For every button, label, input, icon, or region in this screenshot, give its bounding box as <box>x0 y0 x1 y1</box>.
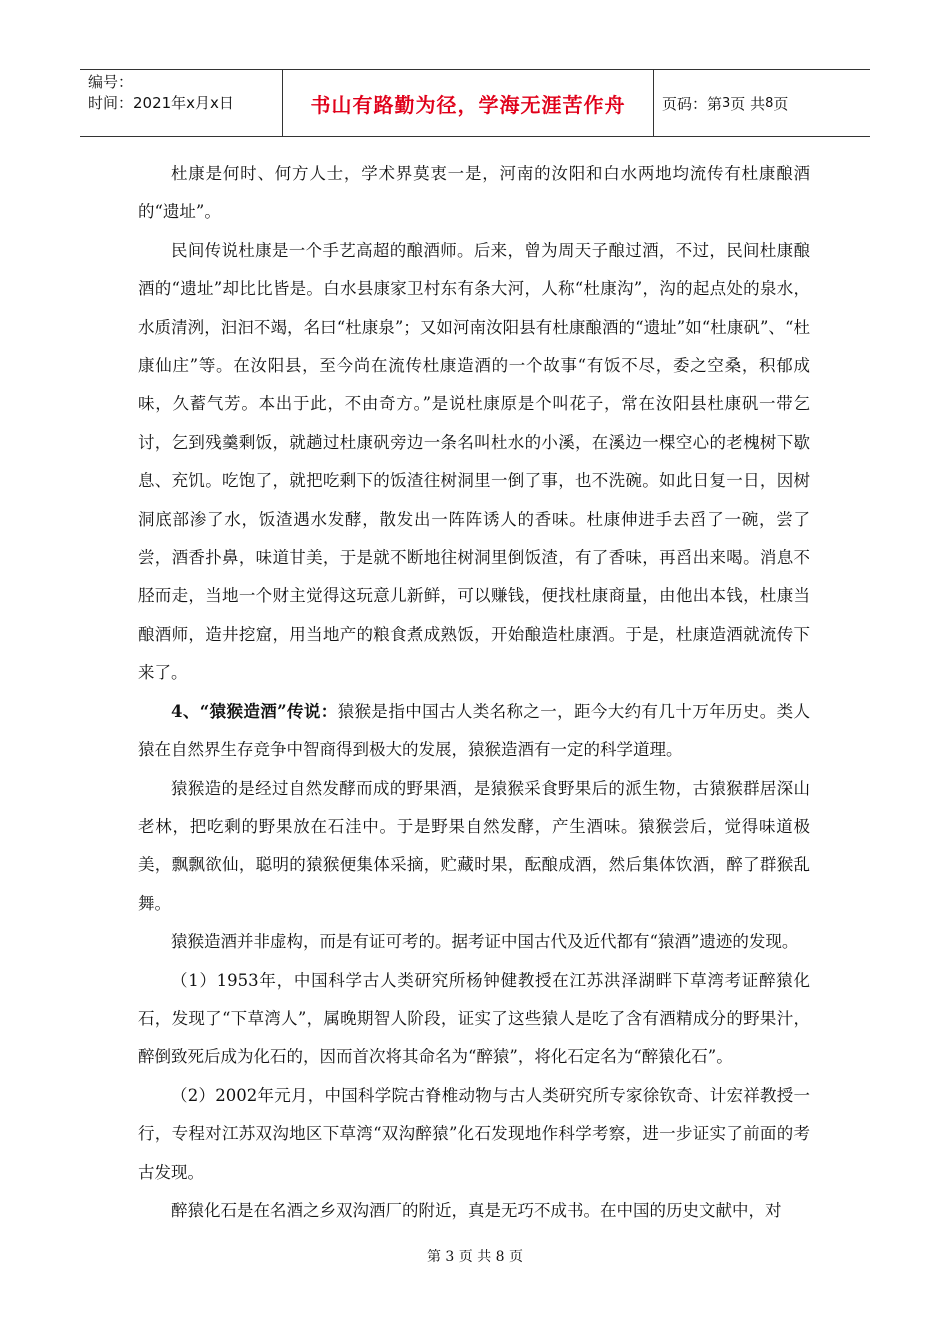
page-footer: 第 3 页 共 8 页 <box>426 1249 524 1265</box>
header-page-cell <box>654 70 870 136</box>
header-motto: 书山有路勤为径，学海无涯苦作舟 <box>310 92 626 117</box>
header-motto-cell <box>283 70 654 136</box>
paragraph-8: 醉猿化石是在名酒之乡双沟酒厂的附近，真是无巧不成书。在中国的历史文献中，对 <box>171 1200 782 1220</box>
paragraph-4: 猿猴造的是经过自然发酵而成的野果酒，是猿猴采食野果后的派生物，古猿猴群居深山老林，把吃剩的野果放在石洼中。于是野果自然发酵，产生酒味。猿猴尝后，觉得味道极美，飘飘欲仙，聪明的猿猴便集体采摘，贮藏时果，酝酿成酒，然后集体饮酒，醉了群猴乱舞。 <box>138 778 810 913</box>
page-suffix: 页 <box>773 94 789 113</box>
paragraph-1: 杜康是何时、何方人士，学术界莫衷一是，河南的汝阳和白水两地均流传有杜康酿酒的“遗址”。 <box>138 164 810 222</box>
paragraph-6: （1）1953年，中国科学古人类研究所杨钟健教授在江苏洪泽湖畔下草湾考证醉猿化石，发现了“下草湾人”，属晚期智人阶段，证实了这些猿人是吃了含有酒精成分的野果汁，醉倒致死后成为化石的，因而首次将其命名为“醉猿”，将化石定名为“醉猿化石”。 <box>138 970 810 1067</box>
section-heading-ape-wine: 4、“猿猴造酒”传说： <box>171 701 338 721</box>
page-header <box>80 69 870 137</box>
paragraph-7: （2）2002年元月，中国科学院古脊椎动物与古人类研究所专家徐钦奇、计宏祥教授一行，专程对江苏双沟地区下草湾“双沟醉猿”化石发现地作科学考察，进一步证实了前面的考古发现。 <box>138 1085 810 1182</box>
page-total: 8 <box>765 95 774 111</box>
document-body <box>138 155 810 1230</box>
paragraph-3 <box>138 693 810 770</box>
page-mid: 页 共 <box>730 94 766 113</box>
page-current: 3 <box>722 95 731 111</box>
document-number-label: 编号： <box>88 73 134 91</box>
paragraph-5: 猿猴造酒并非虚构，而是有证可考的。据考证中国古代及近代都有“猿酒”遗迹的发现。 <box>171 932 799 952</box>
header-left-cell <box>80 70 283 136</box>
document-date-label: 时间：2021年x月x日 <box>88 94 234 112</box>
page-prefix: 页码：第 <box>662 94 723 113</box>
paragraph-2: 民间传说杜康是一个手艺高超的酿酒师。后来，曾为周天子酿过酒，不过，民间杜康酿酒的“遗址”却比比皆是。白水县康家卫村东有条大河，人称“杜康沟”，沟的起点处的泉水，水质清洌，汩汩不竭，名曰“杜康泉”；又如河南汝阳县有杜康酿酒的“遗址”如“杜康矾”、“杜康仙庄”等。在汝阳县，至今尚在流传杜康造酒的一个故事“有饭不尽，委之空桑，积郁成味，久蓄气芳。本出于此，不由奇方。”是说杜康原是个叫花子，常在汝阳县杜康矾一带乞讨，乞到残羹剩饭，就趟过杜康矾旁边一条名叫杜水的小溪，在溪边一棵空心的老槐树下歇息、充饥。吃饱了，就把吃剩下的饭渣往树洞里一倒了事，也不洗碗。如此日复一日，因树洞底部渗了水，饭渣遇水发酵，散发出一阵阵诱人的香味。杜康伸进手去舀了一碗，尝了尝，酒香扑鼻，味道甘美，于是就不断地往树洞里倒饭渣，有了香味，再舀出来喝。消息不胫而走，当地一个财主觉得这玩意儿新鲜，可以赚钱，便找杜康商量，由他出本钱，杜康当酿酒师，造井挖窟，用当地产的粮食煮成熟饭，开始酿造杜康酒。于是，杜康造酒就流传下来了。 <box>138 240 810 683</box>
paragraph-3-text: 猿猴是指中国古人类名称之一，距今大约有几十万年历史。类人猿在自然界生存竞争中智商得到极大的发展，猿猴造酒有一定的科学道理。 <box>138 701 810 760</box>
